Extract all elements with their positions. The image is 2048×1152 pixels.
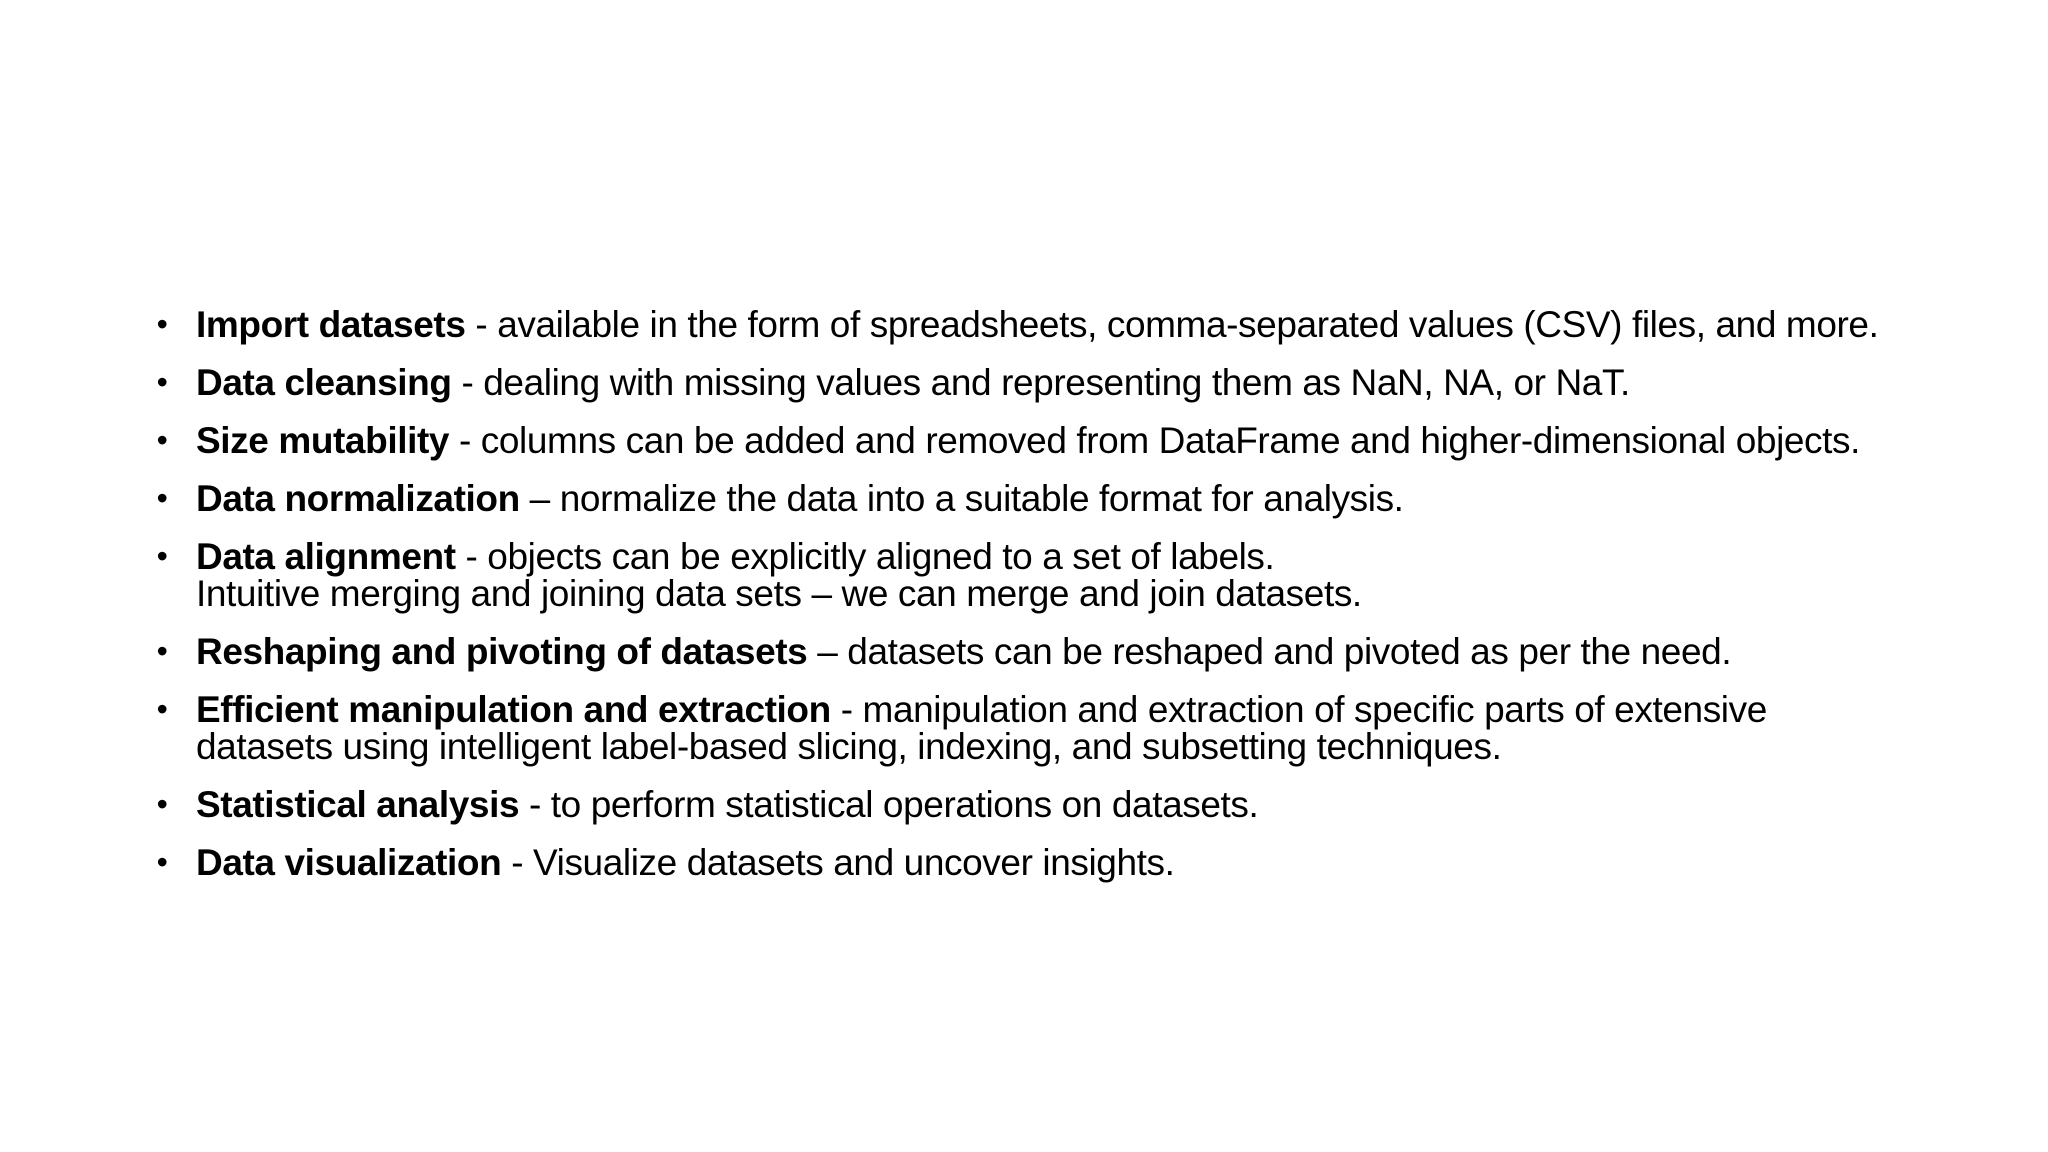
bullet-list (150, 306, 1910, 881)
bullet-icon: • (156, 538, 168, 574)
bullet-item-reshaping-pivoting (150, 633, 1910, 670)
bullet-item-data-visualization (150, 844, 1910, 881)
bullet-text-continuation: Intuitive merging and joining data sets – we can merge and join datasets. (196, 573, 1362, 614)
bullet-text: - columns can be added and removed from DataFrame and higher-dimensional objects. (449, 420, 1861, 461)
bullet-text: – normalize the data into a suitable format for analysis. (519, 478, 1404, 519)
bullet-text: – datasets can be reshaped and pivoted as per the need. (807, 631, 1732, 672)
bullet-icon: • (156, 306, 168, 342)
bullet-term: Import datasets (196, 304, 466, 345)
bullet-text: - available in the form of spreadsheets, comma-separated values (CSV) files, and more. (465, 304, 1879, 345)
bullet-item-size-mutability (150, 422, 1910, 459)
bullet-text: - Visualize datasets and uncover insights. (501, 842, 1175, 883)
bullet-text: - dealing with missing values and representing them as NaN, NA, or NaT. (451, 362, 1630, 403)
bullet-item-import-datasets (150, 306, 1910, 343)
bullet-text: - manipulation and extraction of specific parts of extensive datasets using intelligent label-based slicing, indexing, and subsetting techniques. (196, 689, 1767, 767)
bullet-icon: • (156, 691, 168, 727)
bullet-term: Efficient manipulation and extraction (196, 689, 831, 730)
bullet-term: Data cleansing (196, 362, 452, 403)
bullet-term: Data alignment (196, 536, 456, 577)
bullet-icon: • (156, 844, 168, 880)
bullet-term: Reshaping and pivoting of datasets (196, 631, 808, 672)
bullet-item-efficient-manipulation (150, 691, 1910, 765)
bullet-text: - objects can be explicitly aligned to a set of labels. (455, 536, 1275, 577)
bullet-icon: • (156, 364, 168, 400)
bullet-item-statistical-analysis (150, 786, 1910, 823)
bullet-term: Data normalization (196, 478, 520, 519)
bullet-icon: • (156, 480, 168, 516)
bullet-icon: • (156, 633, 168, 669)
bullet-term: Data visualization (196, 842, 502, 883)
bullet-term: Size mutability (196, 420, 450, 461)
slide-content (150, 306, 1910, 902)
bullet-text: - to perform statistical operations on datasets. (519, 784, 1259, 825)
bullet-item-data-normalization (150, 480, 1910, 517)
bullet-icon: • (156, 786, 168, 822)
bullet-item-data-alignment (150, 538, 1910, 612)
bullet-icon: • (156, 422, 168, 458)
bullet-item-data-cleansing (150, 364, 1910, 401)
bullet-term: Statistical analysis (196, 784, 520, 825)
